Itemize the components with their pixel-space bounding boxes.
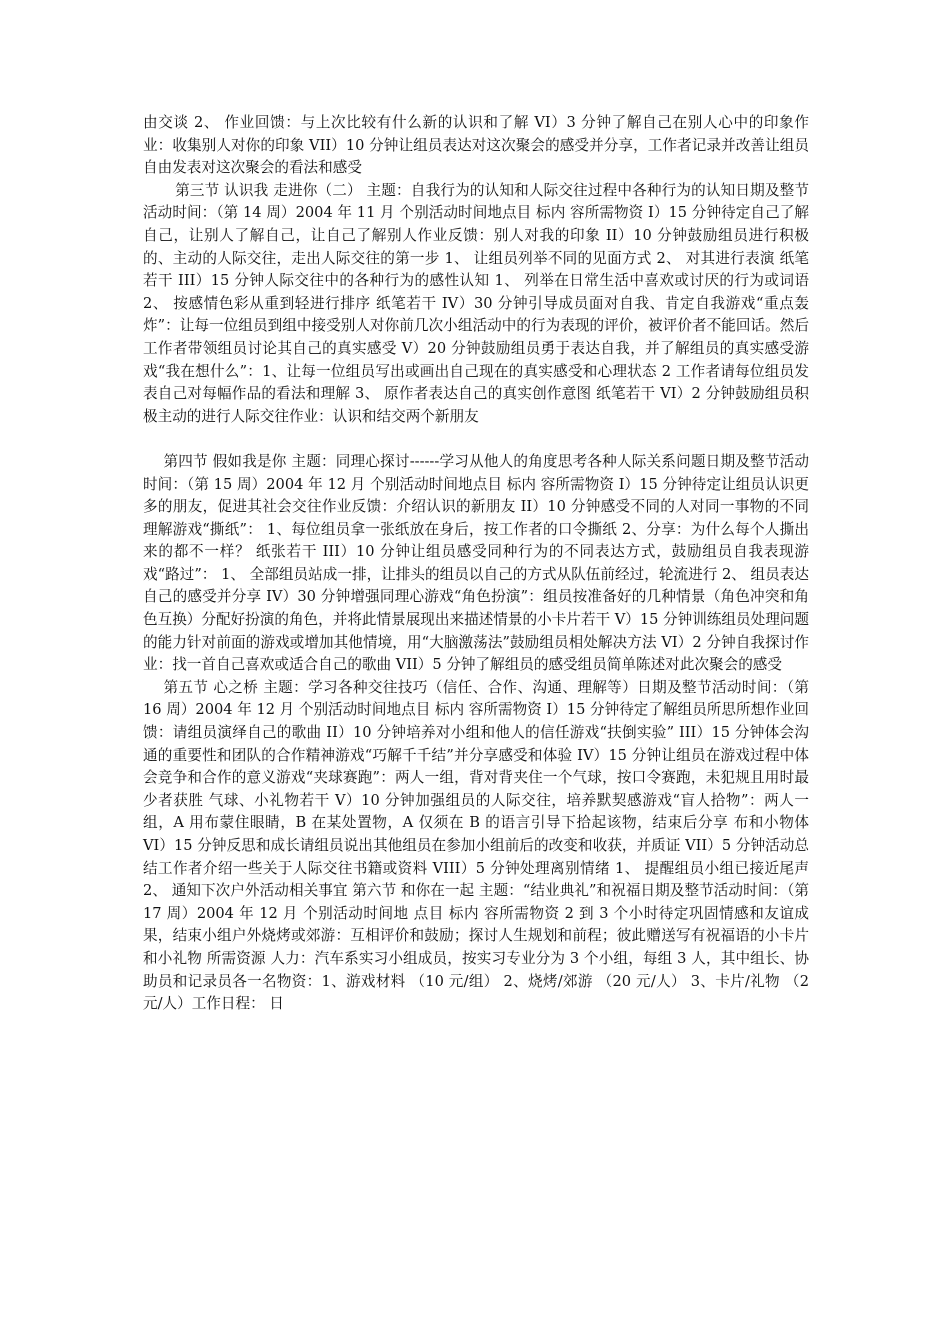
blank-line <box>143 428 809 451</box>
paragraph-section-3: 第三节 认识我 走进你（二） 主题：自我行为的认知和人际交往过程中各种行为的认知日期及整节活动时间：（第 14 周）2004 年 11 月 个别活动时间地点目 标内 容所需物资 I）15 分钟待定自己了解自己，让别人了解自己，让自己了解别人作业反馈：别人对我的印象 II）10 分钟鼓励组员进行积极的、主动的人际交往，走出人际交往的第一步 1、 让组员列举不同的见面方式 2、 对其进行表演 纸笔若干 III）15 分钟人际交往中的各种行为的感性认知 1、 列举在日常生活中喜欢或讨厌的行为或词语 2、 按感情色彩从重到轻进行排序 纸笔若干 IV）30 分钟引导成员面对自我、肯定自我游戏“重点轰炸”：让每一位组员到组中接受别人对你前几次小组活动中的行为表现的评价，被评价者不能回话。然后工作者带领组员讨论其自己的真实感受 V）20 分钟鼓励组员勇于表达自我，并了解组员的真实感受游戏“我在想什么”：1、让每一位组员写出或画出自己现在的真实感受和心理状态 2 工作者请每位组员发表自己对每幅作品的看法和理解 3、 原作者表达自己的真实创作意图 纸笔若干 VI）2 分钟鼓励组员积极主动的进行人际交往作业：认识和结交两个新朋友 <box>143 181 809 425</box>
document-page <box>143 112 809 1016</box>
paragraph-section-4: 第四节 假如我是你 主题：同理心探讨------学习从他人的角度思考各种人际关系问题日期及整节活动时间：（第 15 周）2004 年 12 月 个别活动时间地点目 标内 容所需物资 I）15 分钟待定让组员认识更多的朋友，促进其社会交往作业反馈：介绍认识的新朋友 II）10 分钟感受不同的人对同一事物的不同理解游戏“撕纸”： 1、每位组员拿一张纸放在身后，按工作者的口令撕纸 2、分享：为什么每个人撕出来的都不一样？ 纸张若干 III）10 分钟让组员感受同种行为的不同表达方式，鼓励组员自我表现游戏“路过”： 1、 全部组员站成一排，让排头的组员以自己的方式从队伍前经过，轮流进行 2、 组员表达自己的感受并分享 IV）30 分钟增强同理心游戏“角色扮演”：组员按准备好的几种情景（角色冲突和角色互换）分配好扮演的角色，并将此情景展现出来描述情景的小卡片若干 V）15 分钟训练组员处理问题的能力针对前面的游戏或增加其他情境，用“大脑激荡法”鼓励组员相处解决方法 VI）2 分钟自我探讨作业：找一首自己喜欢或适合自己的歌曲 VII）5 分钟了解组员的感受组员简单陈述对此次聚会的感受 <box>143 452 809 674</box>
paragraph-section-5-6: 第五节 心之桥 主题：学习各种交往技巧（信任、合作、沟通、理解等）日期及整节活动时间：（第 16 周）2004 年 12 月 个别活动时间地点目 标内 容所需物资 I）15 分钟待定了解组员所思所想作业回馈：请组员演绎自己的歌曲 II）10 分钟培养对小组和他人的信任游戏“扶倒实验” III）15 分钟体会沟通的重要性和团队的合作精神游戏“巧解千千结”并分享感受和体验 IV）15 分钟让组员在游戏过程中体会竞争和合作的意义游戏“夹球赛跑”：两人一组，背对背夹住一个气球，按口令赛跑，未犯规且用时最少者获胜 气球、小礼物若干 V）10 分钟加强组员的人际交往，培养默契感游戏“盲人拾物”：两人一组，A 用布蒙住眼睛，B 在某处置物，A 仅须在 B 的语言引导下拾起该物，结束后分享 布和小物体 VI）15 分钟反思和成长请组员说出其他组员在参加小组前后的改变和收获，并质证 VII）5 分钟活动总结工作者介绍一些关于人际交往书籍或资料 VIII）5 分钟处理离别情绪 1、 提醒组员小组已接近尾声 2、 通知下次户外活动相关事宜 第六节 和你在一起 主题：“结业典礼”和祝福日期及整节活动时间：（第 17 周）2004 年 12 月 个别活动时间地 点目 标内 容所需物资 2 到 3 个小时待定巩固情感和友谊成果，结束小组户外烧烤或郊游：互相评价和鼓励；探讨人生规划和前程；彼此赠送写有祝福语的小卡片和小礼物 所需资源 人力：汽车系实习小组成员，按实习专业分为 3 个小组，每组 3 人，其中组长、协助员和记录员各一名物资：1、游戏材料 （10 元/组） 2、烧烤/郊游 （20 元/人） 3、卡片/礼物 （2 元/人）工作日程： 日 <box>143 678 809 1013</box>
paragraph-section-2-end: 由交谈 2、 作业回馈：与上次比较有什么新的认识和了解 VI）3 分钟了解自己在别人心中的印象作业：收集别人对你的印象 VII）10 分钟让组员表达对这次聚会的感受并分享，工作者记录并改善让组员自由发表对这次聚会的看法和感受 <box>143 114 809 177</box>
